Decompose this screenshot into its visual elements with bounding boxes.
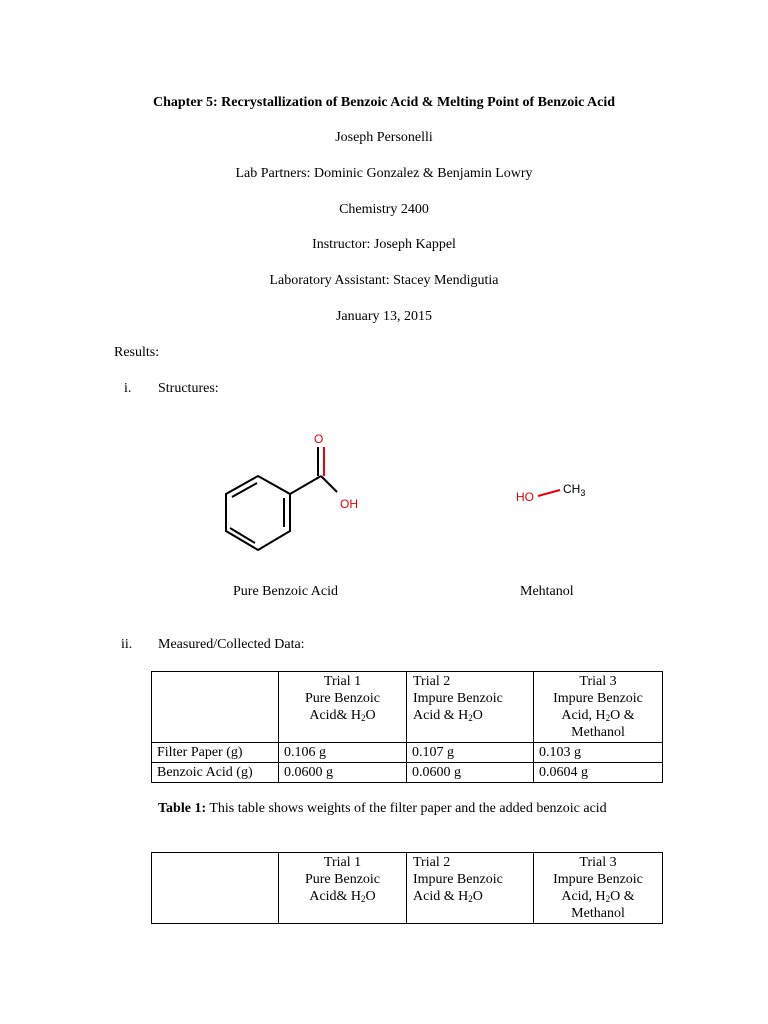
header-line-formula: Acid & $H_2O$: [413, 708, 483, 723]
header-line: Trial 1: [323, 674, 362, 689]
header-line: Trial 3: [579, 674, 617, 689]
c-oh-bond: [321, 476, 337, 492]
c-o-bond: [538, 490, 560, 496]
header-line: Methanol: [571, 725, 625, 740]
table-1-header-trial-1: [279, 672, 407, 743]
table-row: [152, 763, 663, 783]
header-line: Trial 3: [579, 855, 617, 870]
header-line: Impure Benzoic: [553, 872, 643, 887]
benzoic-acid-structure: [226, 447, 337, 550]
table-cell: 0.107 g: [407, 743, 534, 763]
header-line: Trial 1: [323, 855, 362, 870]
header-line: Impure Benzoic: [413, 872, 503, 887]
document-title: Chapter 5: Recrystallization of Benzoic Acid & Melting Point of Benzoic Acid: [152, 95, 616, 110]
methanol-structure: [516, 482, 585, 504]
aromatic-double-bond-3: [232, 483, 257, 497]
table-2-header-trial-3: [534, 853, 663, 924]
header-line: Impure Benzoic: [553, 691, 643, 706]
table-1-caption-label: Table 1:: [158, 801, 207, 816]
table-row: [152, 743, 663, 763]
row-label: Benzoic Acid (g): [152, 763, 279, 783]
table-2-header-trial-2: [407, 853, 534, 924]
header-line-formula: Acid & $H_2O$: [413, 889, 483, 904]
table-1-corner-cell: [152, 672, 279, 743]
lab-partners: Lab Partners: Dominic Gonzalez & Benjamin Lowry: [235, 166, 533, 181]
header-line: Methanol: [571, 906, 625, 921]
ch3-subscript: 3: [580, 488, 586, 498]
table-1-caption: [158, 801, 607, 817]
report-date: January 13, 2015: [335, 309, 433, 324]
ho-atom-label: HO: [516, 490, 534, 504]
course-name: Chemistry 2400: [339, 202, 429, 217]
section-i-label: Structures:: [158, 381, 219, 396]
row-label: Filter Paper (g): [152, 743, 279, 763]
chemical-structures: [0, 420, 768, 570]
table-2-header-trial-1: [279, 853, 407, 924]
header-line-formula: Acid& $H_2O$: [309, 889, 376, 904]
section-i-numeral: i.: [124, 381, 132, 396]
results-heading: Results:: [114, 345, 160, 360]
table-cell: 0.0604 g: [534, 763, 663, 783]
ch3-main: CH: [563, 482, 581, 496]
section-ii-numeral: ii.: [121, 637, 133, 652]
header-line-formula: Acid, $H_2O$ &: [561, 889, 635, 904]
table-2-corner-cell: [152, 853, 279, 924]
table-2-header-row: [152, 853, 663, 924]
header-line-formula: Acid& $H_2O$: [309, 708, 376, 723]
methanol-caption: Mehtanol: [520, 584, 574, 599]
table-1-header-trial-3: [534, 672, 663, 743]
table-1: [151, 671, 663, 783]
ring-to-carbonyl-bond: [290, 476, 321, 494]
table-1-caption-text: This table shows weights of the filter paper and the added benzoic acid: [206, 801, 607, 816]
header-line: Impure Benzoic: [413, 691, 503, 706]
lab-assistant: Laboratory Assistant: Stacey Mendigutia: [269, 273, 499, 288]
table-1-header-row: [152, 672, 663, 743]
header-line: Trial 2: [413, 674, 451, 689]
oxygen-atom-label: O: [314, 432, 324, 446]
ch3-atom-label: [563, 482, 585, 498]
section-ii-label: Measured/Collected Data:: [158, 637, 305, 652]
table-cell: 0.0600 g: [407, 763, 534, 783]
benzene-ring: [226, 476, 290, 550]
table-1-header-trial-2: [407, 672, 534, 743]
table-2: [151, 852, 663, 924]
table-cell: 0.103 g: [534, 743, 663, 763]
table-cell: 0.106 g: [279, 743, 407, 763]
header-line: Pure Benzoic: [304, 872, 381, 887]
instructor-name: Instructor: Joseph Kappel: [312, 237, 456, 252]
header-line: Trial 2: [413, 855, 451, 870]
benzoic-acid-caption: Pure Benzoic Acid: [233, 584, 338, 599]
header-line: Pure Benzoic: [304, 691, 381, 706]
header-line-formula: Acid, $H_2O$ &: [561, 708, 635, 723]
author-name: Joseph Personelli: [335, 130, 433, 145]
table-cell: 0.0600 g: [279, 763, 407, 783]
hydroxyl-atom-label: OH: [340, 497, 358, 511]
